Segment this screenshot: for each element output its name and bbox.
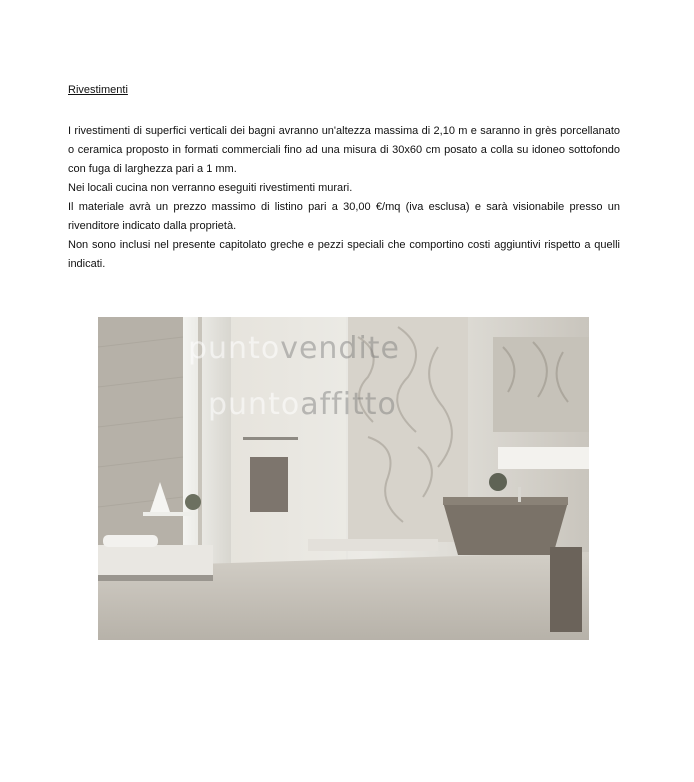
watermark-puntovendite: puntovendite [188, 331, 401, 366]
bathroom-photo [98, 317, 589, 640]
body-text [68, 122, 620, 274]
paragraph-1: I rivestimenti di superfici verticali dei bagni avranno un'altezza massima di 2,10 m e saranno in grès porcellanato o ceramica proposto in formati commerciali fino ad una misura di 30x60 cm posato a colla su idoneo sottofondo con fuga di larghezza pari a 1 mm. [68, 125, 620, 175]
section-heading: Rivestimenti [68, 84, 128, 96]
paragraph-2: Nei locali cucina non verranno eseguiti rivestimenti murari. [68, 182, 353, 194]
paragraph-4: Non sono inclusi nel presente capitolato greche e pezzi speciali che comportino costi aggiuntivi rispetto a quelli indicati. [68, 239, 620, 270]
paragraph-3: Il materiale avrà un prezzo massimo di listino pari a 30,00 €/mq (iva esclusa) e sarà visionabile presso un rivenditore indicato dalla proprietà. [68, 201, 620, 232]
watermark-puntoaffitto: puntoaffitto [208, 387, 397, 422]
